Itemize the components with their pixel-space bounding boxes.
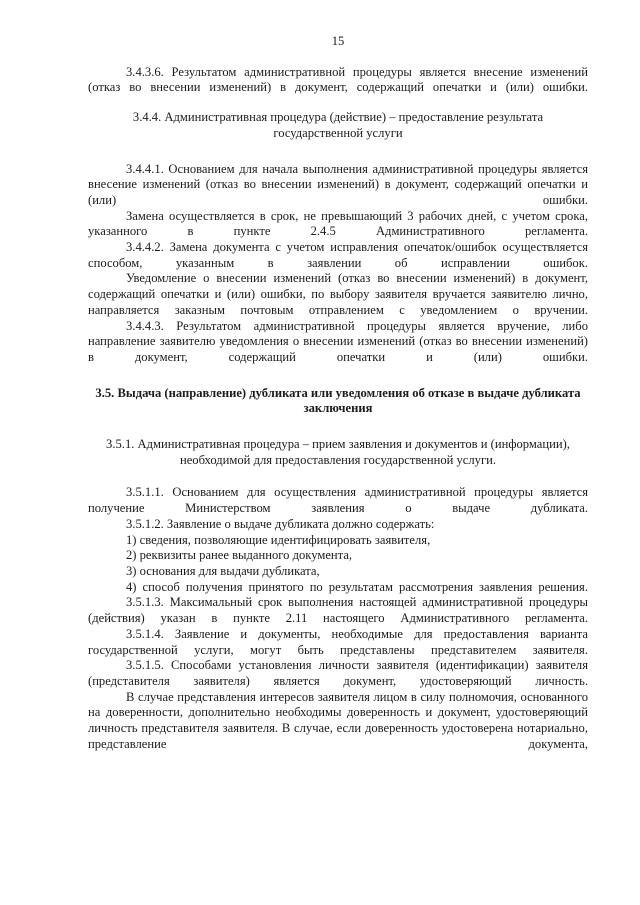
paragraph-notification: Уведомление о внесении изменений (отказ во внесении изменений) в документ, содержащий опечатки и (или) ошибки, по выбору заявителя вручается заявителю лично, направляется заказным почтовым отправлением с уведомлением о вручении. — [88, 271, 588, 317]
paragraph-3-4-4-2: 3.4.4.2. Замена документа с учетом исправления опечаток/ошибок осуществляется способом, указанным в заявлении об исправлении ошибок. — [88, 240, 588, 270]
paragraph-3-5-1-5: 3.5.1.5. Способами установления личности заявителя (идентификации) заявителя (представителя заявителя) является документ, удостоверяющий личность. — [88, 658, 588, 688]
heading-3-5-1: 3.5.1. Административная процедура – прием заявления и документов и (информации), необходимой для предоставления государственной услуги. — [106, 437, 570, 467]
paragraph-replacement-term: Замена осуществляется в срок, не превышающий 3 рабочих дней, с учетом срока, указанного в пункте 2.4.5 Административного регламента. — [88, 208, 588, 239]
paragraph-3-4-4-1: 3.4.4.1. Основанием для начала выполнения административной процедуры является внесение изменений (отказ во внесении изменений) в документ, содержащий опечатки и (или) ошибки. — [88, 161, 588, 207]
paragraph-3-5-1-4: 3.5.1.4. Заявление и документы, необходимые для предоставления варианта государственной услуги, могут быть представлены представителем заявителя. — [88, 626, 588, 657]
paragraph-3-4-3-6: 3.4.3.6. Результатом административной процедуры является внесение изменений (отказ во внесении изменений) в документ, содержащий опечатки и (или) ошибки. — [88, 64, 588, 95]
heading-3-4-4: 3.4.4. Административная процедура (действие) – предоставление результата государственной услуги — [132, 110, 544, 140]
list-item-4: 4) способ получения принятого по результатам рассмотрения заявления решения. — [126, 579, 588, 594]
list-item-1: 1) сведения, позволяющие идентифицировать заявителя, — [126, 532, 431, 547]
list-item-3: 3) основания для выдачи дубликата, — [126, 563, 320, 578]
page-number: 15 — [331, 34, 345, 48]
paragraph-3-5-1-2: 3.5.1.2. Заявление о выдаче дубликата должно содержать: — [126, 516, 435, 531]
list-item-2: 2) реквизиты ранее выданного документа, — [126, 548, 353, 563]
section-heading-3-5: 3.5. Выдача (направление) дубликата или уведомления об отказе в выдаче дубликата заключения — [95, 385, 581, 416]
paragraph-3-5-1-3: 3.5.1.3. Максимальный срок выполнения настоящей административной процедуры (действия) указан в пункте 2.11 настоящего Административного регламента. — [88, 595, 588, 626]
paragraph-3-4-4-3: 3.4.4.3. Результатом административной процедуры является вручение, либо направление заявителю уведомления о внесении изменений (отказ во внесении изменений) в документ, содержащий опечатки и (или) ошибки. — [88, 318, 588, 364]
paragraph-representation: В случае представления интересов заявителя лицом в силу полномочия, основанного на доверенности, дополнительно необходимы доверенность и документ, удостоверяющий личность представителя заявителя. В случае, если доверенность удостоверена нотариально, представление документа, — [88, 689, 588, 751]
paragraph-3-5-1-1: 3.5.1.1. Основанием для осуществления административной процедуры является получение Министерством заявления о выдаче дубликата. — [88, 485, 588, 516]
